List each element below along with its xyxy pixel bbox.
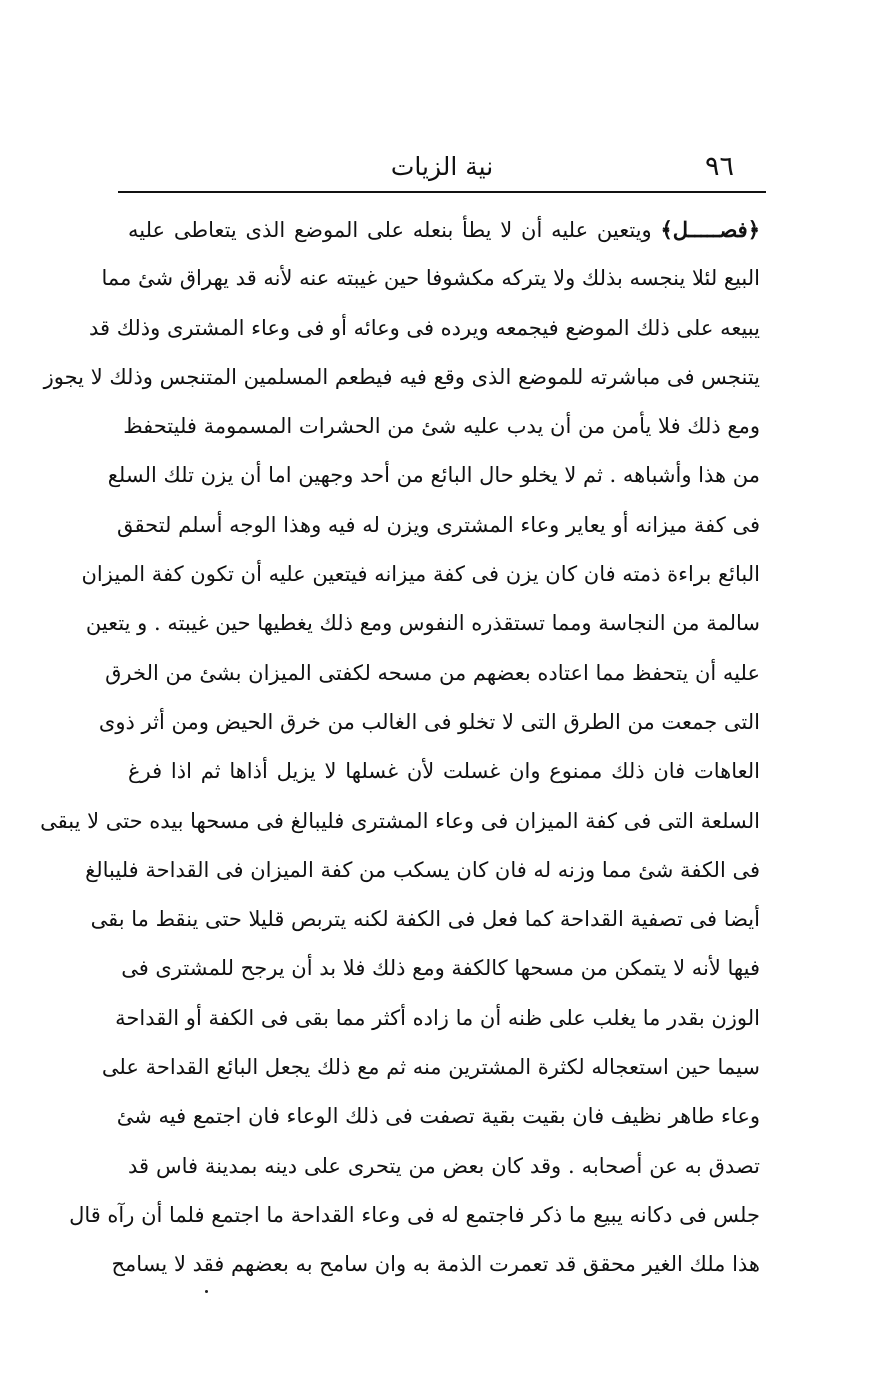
text-line: فى كفة ميزانه أو يعاير وعاء المشترى ويزن له فيه وهذا الوجه أسلم لتحقق: [117, 512, 760, 537]
text-line: يبيعه على ذلك الموضع فيجمعه ويرده فى وعائه أو فى وعاء المشترى وذلك قد: [88, 315, 760, 340]
text-line: يتنجس فى مباشرته للموضع الذى وقع فيه فيطعم المسلمين المتنجس وذلك لا يجوز: [43, 364, 760, 389]
page-header: [118, 150, 766, 188]
text-line: البيع لئلا ينجسه بذلك ولا يتركه مكشوفا حين غيبته عنه لأنه قد يهراق شئ مما: [101, 266, 760, 291]
text-line: أيضا فى تصفية القداحة كما فعل فى الكفة لكنه يتربص قليلا حتى ينقط ما بقى: [90, 907, 760, 932]
text-line: العاهات فان ذلك ممنوع وان غسلت لأن غسلها لا يزيل أذاها ثم اذا فرغ: [128, 759, 760, 784]
text-line: [128, 205, 760, 254]
page-number: ٩٦: [704, 151, 734, 182]
stray-dot-mark: [205, 1290, 208, 1293]
text-line: من هذا وأشباهه . ثم لا يخلو حال البائع من أحد وجهين اما أن يزن تلك السلع: [107, 463, 760, 488]
text-line: عليه أن يتحفظ مما اعتاده بعضهم من مسحه لكفتى الميزان بشئ من الخرق: [105, 660, 760, 685]
body-text: [40, 205, 760, 1290]
text-line: هذا ملك الغير محقق قد تعمرت الذمة به وان سامح به بعضهم فقد لا يسامح: [111, 1252, 760, 1277]
line-text: ويتعين عليه أن لا يطأ بنعله على الموضع الذى يتعاطى عليه: [128, 218, 652, 242]
text-line: التى جمعت من الطرق التى لا تخلو فى الغالب من خرق الحيض ومن أثر ذوى: [98, 709, 760, 734]
text-line: الوزن بقدر ما يغلب على ظنه أن ما زاده أكثر مما بقى فى الكفة أو القداحة: [115, 1005, 760, 1030]
text-line: فى الكفة شئ مما وزنه له فان كان يسكب من كفة الميزان فى القداحة فليبالغ: [85, 857, 760, 882]
text-line: سالمة من النجاسة ومما تستقذره النفوس ومع ذلك يغطيها حين غيبته . و يتعين: [85, 611, 760, 636]
text-line: فيها لأنه لا يتمكن من مسحها كالكفة ومع ذلك فلا بد أن يرجح للمشترى فى: [121, 956, 760, 981]
text-line: السلعة التى فى كفة الميزان فى وعاء المشترى فليبالغ فى مسحها بيده حتى لا يبقى: [40, 808, 760, 833]
header-rule: [118, 191, 766, 193]
text-line: سيما حين استعجاله لكثرة المشترين منه ثم مع ذلك يجعل البائع القداحة على: [101, 1055, 760, 1080]
text-line: ومع ذلك فلا يأمن من أن يدب عليه شئ من الحشرات المسمومة فليتحفظ: [123, 414, 760, 439]
text-line: البائع براءة ذمته فان كان يزن فى كفة ميزانه فيتعين عليه أن تكون كفة الميزان: [81, 562, 760, 587]
running-title: نية الزيات: [390, 152, 494, 181]
section-heading: ﴿فصـــــل﴾: [660, 217, 760, 242]
text-line: جلس فى دكانه يبيع ما ذكر فاجتمع له فى وعاء القداحة ما اجتمع فلما أن رآه قال: [69, 1202, 760, 1227]
text-line: وعاء طاهر نظيف فان بقيت بقية تصفت فى ذلك الوعاء فان اجتمع فيه شئ: [116, 1104, 760, 1129]
text-line: تصدق به عن أصحابه . وقد كان بعض من يتحرى على دينه بمدينة فاس قد: [128, 1153, 760, 1178]
